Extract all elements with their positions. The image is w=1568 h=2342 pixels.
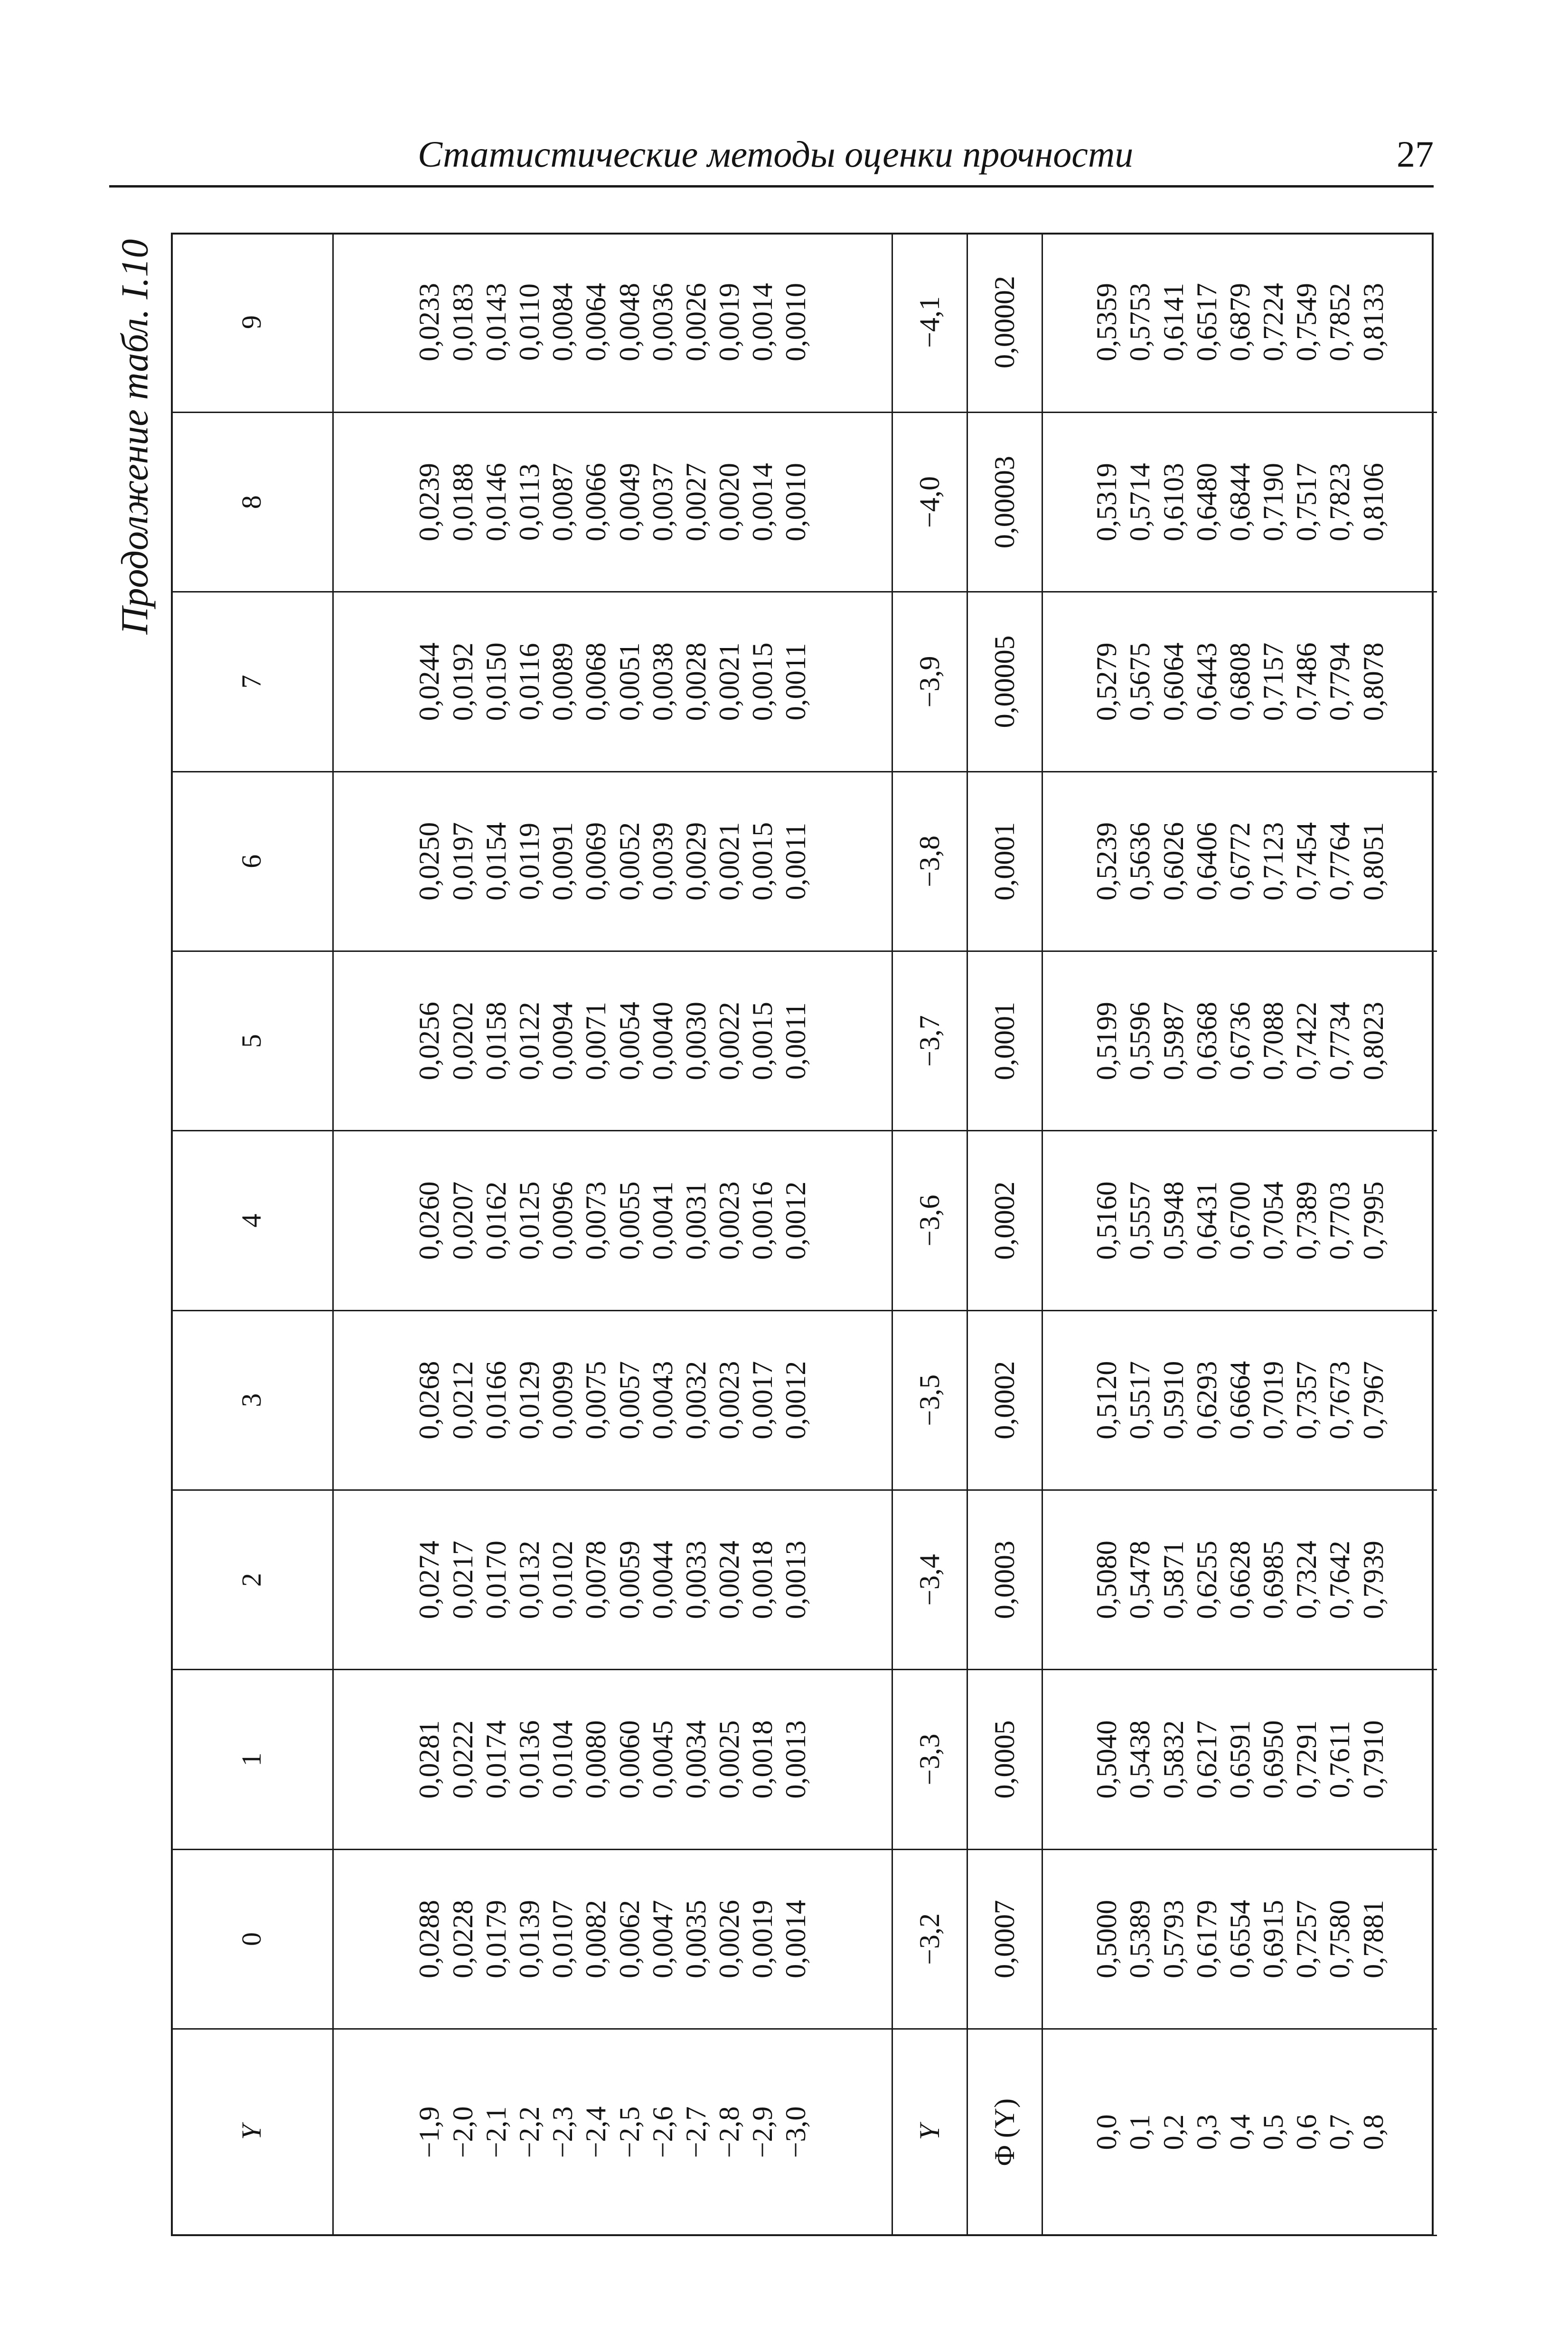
table-value: 0,0125 <box>513 1181 545 1260</box>
table-value: 0,7324 <box>1291 1541 1323 1619</box>
table-value: 0,8023 <box>1357 1002 1389 1081</box>
table-value: 0,0052 <box>613 822 645 901</box>
table-value: 0,8 <box>1357 2114 1389 2150</box>
table-value: 0,0036 <box>647 282 678 361</box>
table-value: 0,0044 <box>647 1541 678 1619</box>
table-value: 0,0139 <box>513 1900 545 1978</box>
value-column-cell <box>333 412 892 592</box>
y-values-cell <box>333 2029 892 2236</box>
distribution-table <box>171 233 1437 2236</box>
table-value: 0,0244 <box>413 642 445 721</box>
column-header: 3 <box>171 1310 333 1490</box>
table-value: 0,0041 <box>647 1181 678 1260</box>
table-value: 0,0045 <box>647 1720 678 1799</box>
table-value: 0,0028 <box>680 642 712 721</box>
table-value: 0,5389 <box>1124 1900 1156 1978</box>
tail-y-value: −3,9 <box>892 592 967 771</box>
table-value: 0,7054 <box>1258 1181 1289 1260</box>
value-column-cell <box>1042 1131 1437 1310</box>
value-column-cell <box>333 1670 892 1849</box>
table-value: 0,5596 <box>1124 1002 1156 1081</box>
table-value: 0,5517 <box>1124 1361 1156 1439</box>
table-value: 0,0049 <box>613 463 645 542</box>
table-value: 0,5910 <box>1157 1361 1189 1439</box>
table-value: 0,6985 <box>1258 1541 1289 1619</box>
header-row <box>171 233 333 2236</box>
table-value: 0,7019 <box>1258 1361 1289 1439</box>
table-value: 0,7357 <box>1291 1361 1323 1439</box>
table-caption: Продолжение табл. I.10 <box>114 239 156 635</box>
table-value: 0,6950 <box>1258 1720 1289 1799</box>
table-value: 0,0071 <box>580 1002 612 1081</box>
table-value: 0,0222 <box>447 1720 479 1799</box>
table-value: 0,5675 <box>1124 642 1156 721</box>
table-value: 0,5 <box>1258 2114 1289 2150</box>
table-value: 0,5753 <box>1124 282 1156 361</box>
table-value: 0,7389 <box>1291 1181 1323 1260</box>
table-value: 0,0233 <box>413 282 445 361</box>
table-value: 0,0192 <box>447 642 479 721</box>
table-value: 0,0014 <box>747 282 779 361</box>
table-value: 0,6293 <box>1191 1361 1222 1439</box>
table-value: 0,0034 <box>680 1720 712 1799</box>
table-value: 0,0132 <box>513 1541 545 1619</box>
table-value: 0,4 <box>1224 2114 1256 2150</box>
tail-y-value: −3,6 <box>892 1131 967 1310</box>
table-value: 0,5832 <box>1157 1720 1189 1799</box>
tail-y-value: −4,1 <box>892 233 967 412</box>
value-column-cell <box>1042 592 1437 771</box>
tail-phi-value: 0,0002 <box>967 1310 1042 1490</box>
table-value: 0,5478 <box>1124 1541 1156 1619</box>
table-value: 0,6179 <box>1191 1900 1222 1978</box>
table-value: 0,7881 <box>1357 1900 1389 1978</box>
table-value: 0,0150 <box>480 642 512 721</box>
table-caption-wrapper <box>100 233 171 641</box>
table-value: 0,0099 <box>547 1361 579 1439</box>
table-value: 0,0116 <box>513 643 545 721</box>
table-value: 0,0146 <box>480 463 512 542</box>
table-value: 0,0055 <box>613 1181 645 1260</box>
table-value: 0,0110 <box>513 283 545 361</box>
table-value: 0,0010 <box>780 463 812 542</box>
table-value: −2,7 <box>680 2106 712 2158</box>
table-value: 0,0082 <box>580 1900 612 1978</box>
table-value: 0,0256 <box>413 1002 445 1081</box>
table-value: 0,0013 <box>780 1720 812 1799</box>
table-value: 0,0014 <box>780 1900 812 1978</box>
column-header: 2 <box>171 1490 333 1669</box>
table-value: 0,6700 <box>1224 1181 1256 1260</box>
value-column-cell <box>333 233 892 412</box>
table-value: 0,0239 <box>413 463 445 542</box>
table-value: 0,0078 <box>580 1541 612 1619</box>
table-value: 0,0057 <box>613 1361 645 1439</box>
table-value: 0,0104 <box>547 1720 579 1799</box>
negative-y-section <box>333 233 892 2236</box>
table-value: 0,0162 <box>480 1181 512 1260</box>
value-column-cell <box>1042 1310 1437 1490</box>
table-value: 0,0080 <box>580 1720 612 1799</box>
table-value: 0,8106 <box>1357 463 1389 542</box>
table-value: 0,0037 <box>647 463 678 542</box>
table-value: 0,0033 <box>680 1541 712 1619</box>
table-value: 0,0129 <box>513 1361 545 1439</box>
table-value: 0,0013 <box>780 1541 812 1619</box>
table-value: 0,6915 <box>1258 1900 1289 1978</box>
tail-phi-value: 0,00005 <box>967 592 1042 771</box>
value-column-cell <box>1042 233 1437 412</box>
table-value: 0,0048 <box>613 282 645 361</box>
table-value: 0,7734 <box>1324 1002 1356 1081</box>
table-value: 0,5714 <box>1124 463 1156 542</box>
table-value: 0,0017 <box>747 1361 779 1439</box>
table-value: 0,6879 <box>1224 282 1256 361</box>
table-value: 0,6431 <box>1191 1181 1222 1260</box>
table-value: 0,0250 <box>413 822 445 901</box>
table-value: 0,5557 <box>1124 1181 1156 1260</box>
table-value: 0,0064 <box>580 282 612 361</box>
table-value: 0,0060 <box>613 1720 645 1799</box>
table-value: 0,0158 <box>480 1002 512 1081</box>
column-header: 8 <box>171 412 333 592</box>
tail-y-row <box>892 233 967 2236</box>
table-value: 0,0021 <box>714 822 745 901</box>
value-column-cell <box>333 1131 892 1310</box>
table-value: 0,0026 <box>680 282 712 361</box>
table-value: 0,0119 <box>513 822 545 900</box>
table-value: 0,0039 <box>647 822 678 901</box>
table-value: 0,7642 <box>1324 1541 1356 1619</box>
table-value: 0,0102 <box>547 1541 579 1619</box>
table-value: 0,0016 <box>747 1181 779 1260</box>
tail-y-value: −3,2 <box>892 1849 967 2029</box>
table-value: 0,7486 <box>1291 642 1323 721</box>
table-value: 0,0094 <box>547 1002 579 1081</box>
table-value: 0,5871 <box>1157 1541 1189 1619</box>
table-value: 0,6 <box>1291 2114 1323 2150</box>
table-value: 0,7123 <box>1258 822 1289 901</box>
table-value: 0,0010 <box>780 282 812 361</box>
table-value: −2,9 <box>747 2106 779 2158</box>
table-value: 0,7291 <box>1291 1720 1323 1799</box>
y-column-header: Y <box>171 2029 333 2236</box>
table-value: 0,6591 <box>1224 1720 1256 1799</box>
table-value: 0,0 <box>1091 2114 1123 2150</box>
table-value: 0,0040 <box>647 1002 678 1081</box>
table-value: 0,0154 <box>480 822 512 901</box>
table-value: 0,5080 <box>1091 1541 1123 1619</box>
y-values-cell <box>1042 2029 1437 2236</box>
table-value: 0,5636 <box>1124 822 1156 901</box>
value-column-cell <box>1042 412 1437 592</box>
value-column-cell <box>333 951 892 1130</box>
column-header: 1 <box>171 1670 333 1849</box>
table-value: 0,7703 <box>1324 1181 1356 1260</box>
table-value: 0,0174 <box>480 1720 512 1799</box>
table-value: 0,0019 <box>747 1900 779 1978</box>
tail-phi-value: 0,0005 <box>967 1670 1042 1849</box>
table-value: −2,6 <box>647 2106 678 2158</box>
table-value: −3,0 <box>780 2106 812 2158</box>
table-value: 0,0018 <box>747 1541 779 1619</box>
positive-y-section <box>1042 233 1437 2236</box>
value-column-cell <box>1042 1490 1437 1669</box>
table-value: 0,5948 <box>1157 1181 1189 1260</box>
table-value: 0,6480 <box>1191 463 1222 542</box>
rotated-table-container <box>171 233 1434 2236</box>
tail-y-value: −3,3 <box>892 1670 967 1849</box>
table-value: 0,0122 <box>513 1002 545 1081</box>
column-header: 7 <box>171 592 333 771</box>
table-value: 0,0143 <box>480 282 512 361</box>
table-value: 0,0288 <box>413 1900 445 1978</box>
table-value: 0,5279 <box>1091 642 1123 721</box>
table-value: 0,7088 <box>1258 1002 1289 1081</box>
table-value: 0,0179 <box>480 1900 512 1978</box>
table-value: 0,0212 <box>447 1361 479 1439</box>
table-value: 0,0030 <box>680 1002 712 1081</box>
table-value: 0,0015 <box>747 1002 779 1081</box>
tail-phi-value: 0,0001 <box>967 771 1042 951</box>
table-value: 0,0066 <box>580 463 612 542</box>
running-head <box>109 128 1434 188</box>
tail-phi-row <box>967 233 1042 2236</box>
table-value: 0,7517 <box>1291 463 1323 542</box>
table-value: 0,5239 <box>1091 822 1123 901</box>
table-value: 0,5040 <box>1091 1720 1123 1799</box>
table-value: 0,7852 <box>1324 282 1356 361</box>
column-header: 6 <box>171 771 333 951</box>
table-value: 0,0012 <box>780 1361 812 1439</box>
table-value: 0,0136 <box>513 1720 545 1799</box>
table-value: 0,6844 <box>1224 463 1256 542</box>
tail-y-value: −3,5 <box>892 1310 967 1490</box>
table-value: 0,0025 <box>714 1720 745 1799</box>
table-value: 0,0011 <box>780 822 812 900</box>
table-value: 0,5359 <box>1091 282 1123 361</box>
table-value: −2,3 <box>547 2106 579 2158</box>
table-value: 0,0217 <box>447 1541 479 1619</box>
value-column-cell <box>1042 771 1437 951</box>
table-value: 0,6103 <box>1157 463 1189 542</box>
table-value: 0,0012 <box>780 1181 812 1260</box>
table-value: 0,0023 <box>714 1181 745 1260</box>
column-header: 0 <box>171 1849 333 2029</box>
table-value: 0,7967 <box>1357 1361 1389 1439</box>
table-value: 0,0062 <box>613 1900 645 1978</box>
value-column-cell <box>333 592 892 771</box>
column-header: 9 <box>171 233 333 412</box>
table-value: −1,9 <box>413 2106 445 2158</box>
table-value: 0,7580 <box>1324 1900 1356 1978</box>
table-value: 0,0011 <box>780 643 812 721</box>
table-value: 0,7673 <box>1324 1361 1356 1439</box>
table-value: 0,0019 <box>714 282 745 361</box>
table-value: 0,0197 <box>447 822 479 901</box>
table-value: 0,0183 <box>447 282 479 361</box>
tail-phi-value: 0,0001 <box>967 951 1042 1130</box>
tail-y-label: Y <box>892 2029 967 2236</box>
table-value: 0,0107 <box>547 1900 579 1978</box>
table-value: 0,0021 <box>714 642 745 721</box>
table-value: 0,0031 <box>680 1181 712 1260</box>
table-value: 0,6406 <box>1191 822 1222 901</box>
tail-phi-value: 0,0007 <box>967 1849 1042 2029</box>
page-number: 27 <box>1397 133 1434 175</box>
table-value: 0,6255 <box>1191 1541 1222 1619</box>
table-value: 0,6026 <box>1157 822 1189 901</box>
table-value: 0,0029 <box>680 822 712 901</box>
table-value: 0,7939 <box>1357 1541 1389 1619</box>
table-value: 0,0075 <box>580 1361 612 1439</box>
table-value: 0,0022 <box>714 1002 745 1081</box>
table-value: 0,5000 <box>1091 1900 1123 1978</box>
table-value: 0,0054 <box>613 1002 645 1081</box>
table-value: 0,6736 <box>1224 1002 1256 1081</box>
table-value: 0,0228 <box>447 1900 479 1978</box>
table-value: 0,7794 <box>1324 642 1356 721</box>
value-column-cell <box>333 1310 892 1490</box>
table-value: 0,5160 <box>1091 1181 1123 1260</box>
table-value: 0,6443 <box>1191 642 1222 721</box>
table-value: 0,0170 <box>480 1541 512 1619</box>
table-value: 0,6141 <box>1157 282 1189 361</box>
table-value: −2,0 <box>447 2106 479 2158</box>
table-value: 0,7910 <box>1357 1720 1389 1799</box>
table-value: 0,6772 <box>1224 822 1256 901</box>
column-header: 4 <box>171 1131 333 1310</box>
table-value: 0,5199 <box>1091 1002 1123 1081</box>
table-value: 0,6217 <box>1191 1720 1222 1799</box>
table-value: 0,0069 <box>580 822 612 901</box>
running-title: Статистические методы оценки прочности <box>418 133 1134 175</box>
table-value: 0,0027 <box>680 463 712 542</box>
table-value: 0,8051 <box>1357 822 1389 901</box>
table-value: 0,5793 <box>1157 1900 1189 1978</box>
table-value: 0,0047 <box>647 1900 678 1978</box>
value-column-cell <box>333 1490 892 1669</box>
table-value: 0,6517 <box>1191 282 1222 361</box>
table-value: 0,0020 <box>714 463 745 542</box>
table-value: −2,4 <box>580 2106 612 2158</box>
table-value: 0,6664 <box>1224 1361 1256 1439</box>
table-value: 0,0089 <box>547 642 579 721</box>
table-value: 0,6064 <box>1157 642 1189 721</box>
table-value: 0,0087 <box>547 463 579 542</box>
table-value: 0,0268 <box>413 1361 445 1439</box>
table-value: 0,7190 <box>1258 463 1289 542</box>
table-value: 0,7764 <box>1324 822 1356 901</box>
table-value: 0,0207 <box>447 1181 479 1260</box>
table-value: 0,0166 <box>480 1361 512 1439</box>
table-value: 0,0281 <box>413 1720 445 1799</box>
table-value: 0,0202 <box>447 1002 479 1081</box>
value-column-cell <box>1042 1849 1437 2029</box>
tail-y-value: −3,8 <box>892 771 967 951</box>
table-value: 0,7995 <box>1357 1181 1389 1260</box>
table-value: 0,7611 <box>1324 1721 1356 1798</box>
table-value: 0,0068 <box>580 642 612 721</box>
table-value: 0,0051 <box>613 642 645 721</box>
table-value: 0,1 <box>1124 2114 1156 2150</box>
table-value: 0,0018 <box>747 1720 779 1799</box>
table-value: 0,2 <box>1157 2114 1189 2150</box>
table-value: 0,6368 <box>1191 1002 1222 1081</box>
table-value: 0,6554 <box>1224 1900 1256 1978</box>
table-value: 0,8133 <box>1357 282 1389 361</box>
tail-y-value: −3,4 <box>892 1490 967 1669</box>
value-column-cell <box>1042 1670 1437 1849</box>
table-value: 0,0096 <box>547 1181 579 1260</box>
table-value: 0,0023 <box>714 1361 745 1439</box>
table-value: 0,0015 <box>747 822 779 901</box>
table-value: 0,0274 <box>413 1541 445 1619</box>
table-value: 0,0038 <box>647 642 678 721</box>
table-value: 0,5120 <box>1091 1361 1123 1439</box>
column-header: 5 <box>171 951 333 1130</box>
table-value: −2,8 <box>714 2106 745 2158</box>
table-value: 0,0032 <box>680 1361 712 1439</box>
table-value: 0,8078 <box>1357 642 1389 721</box>
tail-y-value: −3,7 <box>892 951 967 1130</box>
table-value: 0,3 <box>1191 2114 1222 2150</box>
table-value: 0,5438 <box>1124 1720 1156 1799</box>
table-value: 0,0015 <box>747 642 779 721</box>
table-value: 0,7 <box>1324 2114 1356 2150</box>
value-column-cell <box>333 771 892 951</box>
table-value: 0,0059 <box>613 1541 645 1619</box>
table-value: 0,5987 <box>1157 1002 1189 1081</box>
table-value: 0,7454 <box>1291 822 1323 901</box>
tail-phi-label: Φ (Y) <box>967 2029 1042 2236</box>
table-value: 0,0043 <box>647 1361 678 1439</box>
table-value: 0,0188 <box>447 463 479 542</box>
tail-y-value: −4,0 <box>892 412 967 592</box>
table-value: 0,7422 <box>1291 1002 1323 1081</box>
table-area <box>171 233 1434 2236</box>
value-column-cell <box>1042 951 1437 1130</box>
table-value: 0,0011 <box>780 1002 812 1080</box>
table-value: 0,6808 <box>1224 642 1256 721</box>
tail-phi-value: 0,00003 <box>967 412 1042 592</box>
table-value: 0,0014 <box>747 463 779 542</box>
table-value: 0,0024 <box>714 1541 745 1619</box>
value-column-cell <box>333 1849 892 2029</box>
table-value: 0,7823 <box>1324 463 1356 542</box>
table-value: 0,7157 <box>1258 642 1289 721</box>
table-value: 0,6628 <box>1224 1541 1256 1619</box>
tail-phi-value: 0,0002 <box>967 1131 1042 1310</box>
table-value: −2,1 <box>480 2106 512 2158</box>
table-value: −2,5 <box>613 2106 645 2158</box>
tail-phi-value: 0,00002 <box>967 233 1042 412</box>
table-value: 0,0035 <box>680 1900 712 1978</box>
table-value: 0,0260 <box>413 1181 445 1260</box>
table-value: 0,0113 <box>513 463 545 541</box>
table-value: 0,0091 <box>547 822 579 901</box>
table-value: 0,0026 <box>714 1900 745 1978</box>
table-value: 0,0084 <box>547 282 579 361</box>
table-value: 0,7549 <box>1291 282 1323 361</box>
table-value: 0,0073 <box>580 1181 612 1260</box>
table-value: −2,2 <box>513 2106 545 2158</box>
tail-phi-value: 0,0003 <box>967 1490 1042 1669</box>
table-value: 0,7224 <box>1258 282 1289 361</box>
table-value: 0,7257 <box>1291 1900 1323 1978</box>
table-value: 0,5319 <box>1091 463 1123 542</box>
